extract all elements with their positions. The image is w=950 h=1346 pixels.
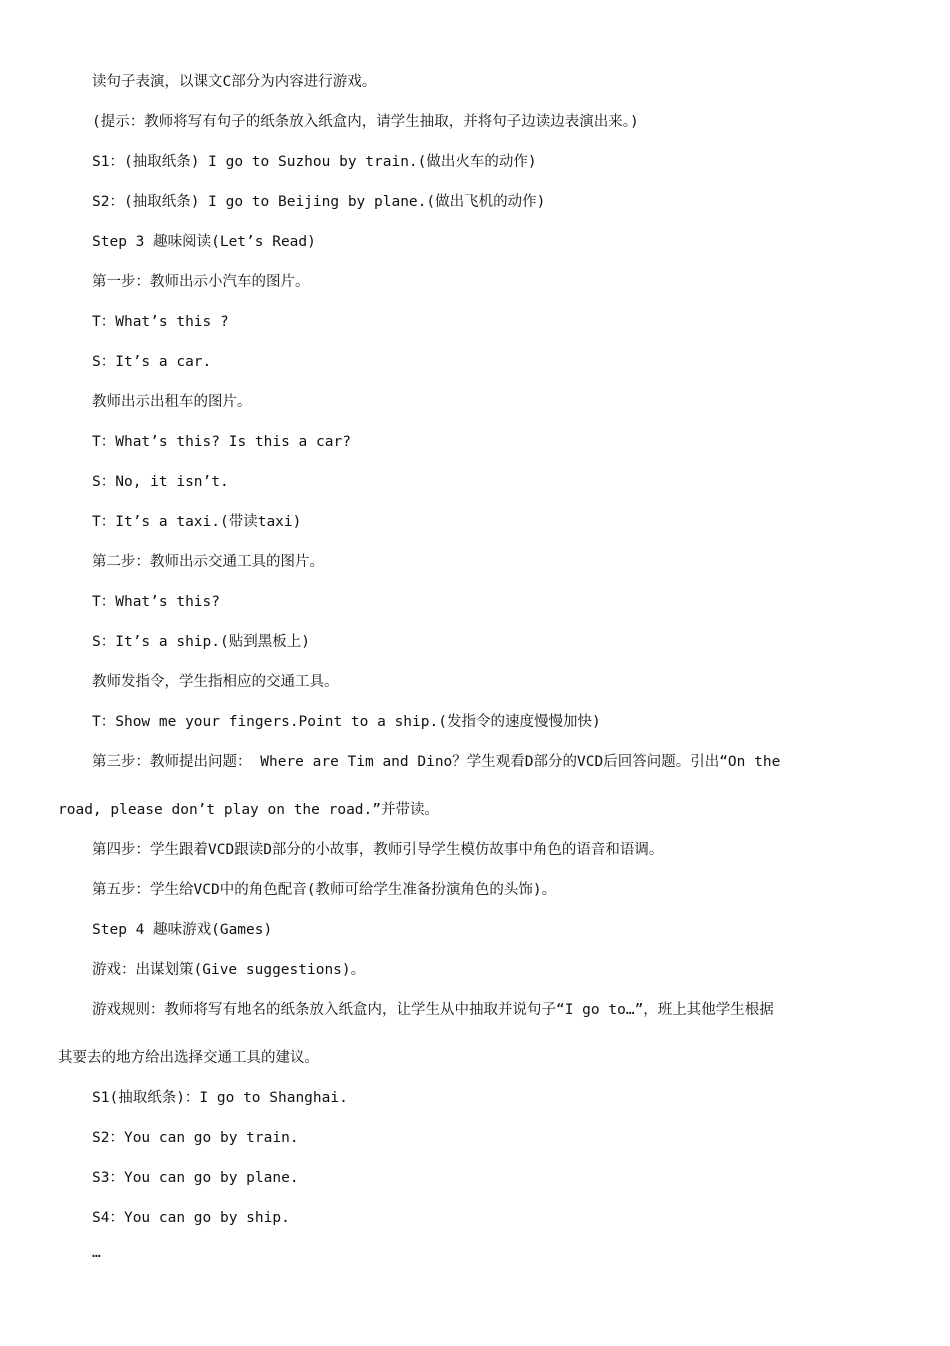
text-line: 第四步：学生跟着VCD跟读D部分的小故事，教师引导学生模仿故事中角色的语音和语调。 <box>92 842 664 858</box>
text-line: 读句子表演，以课文C部分为内容进行游戏。 <box>92 74 377 90</box>
text-line: 游戏：出谋划策(Give suggestions)。 <box>92 962 366 978</box>
dialogue-line: T：What’s this? <box>92 594 220 610</box>
dialogue-line: S：It’s a car. <box>92 354 212 370</box>
step-heading: Step 3 趣味阅读(Let’s Read) <box>92 234 316 250</box>
step-heading: Step 4 趣味游戏(Games) <box>92 922 273 938</box>
paragraph-first-line: 游戏规则：教师将写有地名的纸条放入纸盒内，让学生从中抽取并说句子“I go to…”，班上其他学生根据 <box>92 1002 774 1018</box>
dialogue-line: T：It’s a taxi.(带读taxi) <box>92 514 302 530</box>
text-line: 教师发指令，学生指相应的交通工具。 <box>92 674 339 690</box>
paragraph-step3 <box>58 742 892 838</box>
dialogue-line: T：What’s this ? <box>92 314 229 330</box>
text-line: 第一步：教师出示小汽车的图片。 <box>92 274 310 290</box>
document-body <box>58 62 892 1268</box>
dialogue-line: S2：You can go by train. <box>92 1130 299 1146</box>
dialogue-line: T：Show me your fingers.Point to a ship.(发指令的速度慢慢加快) <box>92 714 601 730</box>
ellipsis: … <box>92 1245 101 1261</box>
text-line: 第二步：教师出示交通工具的图片。 <box>92 554 324 570</box>
dialogue-line: S：It’s a ship.(贴到黑板上) <box>92 634 310 650</box>
dialogue-line: S3：You can go by plane. <box>92 1170 299 1186</box>
dialogue-line: T：What’s this? Is this a car? <box>92 434 351 450</box>
paragraph-game-rules <box>58 990 892 1086</box>
dialogue-line: S1(抽取纸条)：I go to Shanghai. <box>92 1090 348 1106</box>
dialogue-line: S：No, it isn’t. <box>92 474 229 490</box>
text-line: 教师出示出租车的图片。 <box>92 394 252 410</box>
paragraph-continuation: 其要去的地方给出选择交通工具的建议。 <box>58 1050 319 1066</box>
text-line: S2：(抽取纸条) I go to Beijing by plane.(做出飞机的动作) <box>92 194 546 210</box>
dialogue-line: S4：You can go by ship. <box>92 1210 290 1226</box>
text-line: S1：(抽取纸条) I go to Suzhou by train.(做出火车的动作) <box>92 154 537 170</box>
paragraph-continuation: road, please don’t play on the road.”并带读。 <box>58 802 439 818</box>
paragraph-first-line: 第三步：教师提出问题： Where are Tim and Dino？学生观看D部分的VCD后回答问题。引出“On the <box>92 754 781 770</box>
text-line: (提示：教师将写有句子的纸条放入纸盒内，请学生抽取，并将句子边读边表演出来。) <box>92 114 639 130</box>
text-line: 第五步：学生给VCD中的角色配音(教师可给学生准备扮演角色的头饰)。 <box>92 882 557 898</box>
